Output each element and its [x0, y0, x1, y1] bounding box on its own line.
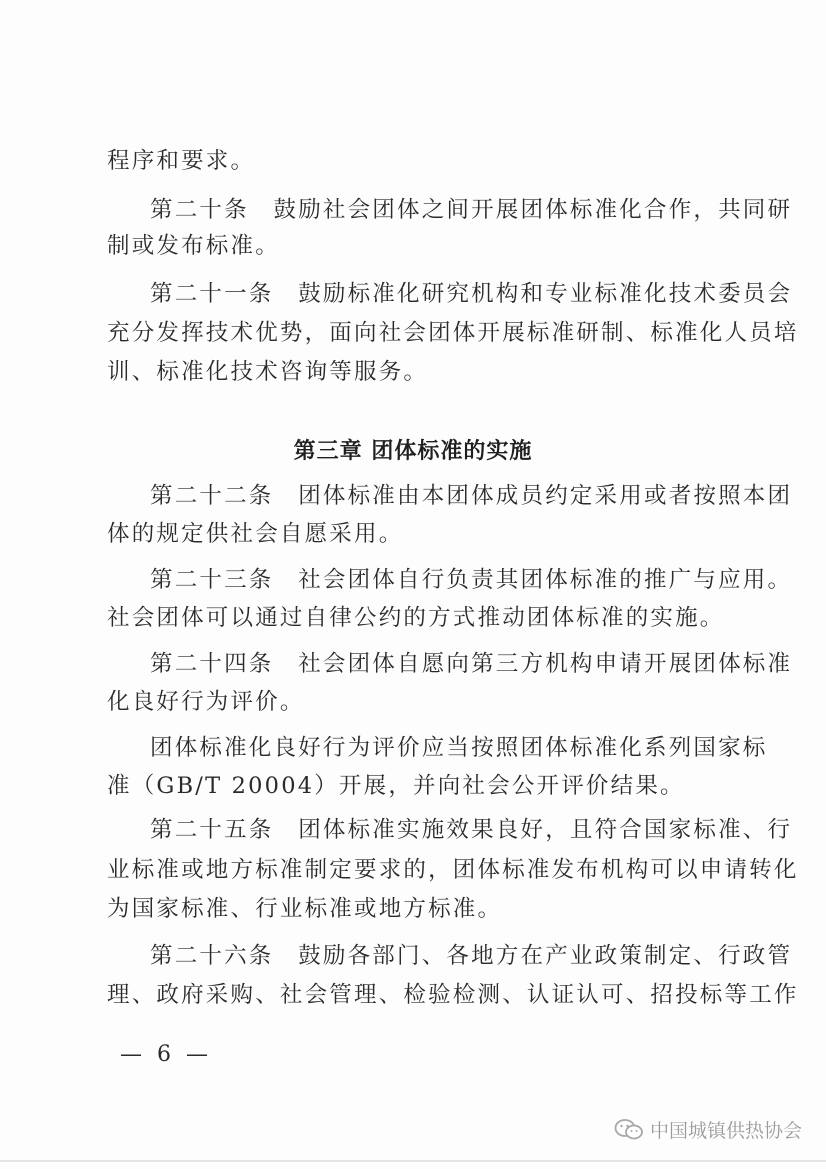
article-25-line: 第二十五条 团体标准实施效果良好，且符合国家标准、行: [150, 817, 793, 843]
text-line: 制或发布标准。: [107, 233, 280, 259]
article-22-line: 第二十二条 团体标准由本团体成员约定采用或者按照本团: [150, 483, 793, 509]
bottom-divider: [0, 1160, 826, 1162]
text-line: 业标准或地方标准制定要求的，团体标准发布机构可以申请转化: [107, 857, 799, 883]
text-line: 充分发挥技术优势，面向社会团体开展标准研制、标准化人员培: [107, 320, 799, 346]
article-21-line: 第二十一条 鼓励标准化研究机构和专业标准化技术委员会: [150, 281, 793, 307]
watermark: [614, 1116, 802, 1143]
paragraph-line: 团体标准化良好行为评价应当按照团体标准化系列国家标: [150, 735, 768, 761]
text-line: 体的规定供社会自愿采用。: [107, 521, 404, 547]
chapter-heading: 第三章 团体标准的实施: [293, 439, 533, 464]
article-23-line: 第二十三条 社会团体自行负责其团体标准的推广与应用。: [150, 567, 793, 593]
text-line: 准（GB/T 20004）开展，并向社会公开评价结果。: [107, 773, 685, 799]
page-number: — 6 —: [120, 1042, 212, 1067]
article-20-line: 第二十条 鼓励社会团体之间开展团体标准化合作，共同研: [150, 197, 793, 223]
article-26-line: 第二十六条 鼓励各部门、各地方在产业政策制定、行政管: [150, 943, 793, 969]
article-24-line: 第二十四条 社会团体自愿向第三方机构申请开展团体标准: [150, 651, 793, 677]
text-line: 化良好行为评价。: [107, 689, 305, 715]
wechat-icon: [614, 1118, 644, 1142]
text-line: 训、标准化技术咨询等服务。: [107, 359, 429, 385]
text-line: 程序和要求。: [107, 148, 256, 174]
text-line: 社会团体可以通过自律公约的方式推动团体标准的实施。: [107, 605, 725, 631]
watermark-text: 中国城镇供热协会: [649, 1120, 802, 1142]
text-line: 为国家标准、行业标准或地方标准。: [107, 896, 503, 922]
text-line: 理、政府采购、社会管理、检验检测、认证认可、招投标等工作: [107, 982, 799, 1008]
